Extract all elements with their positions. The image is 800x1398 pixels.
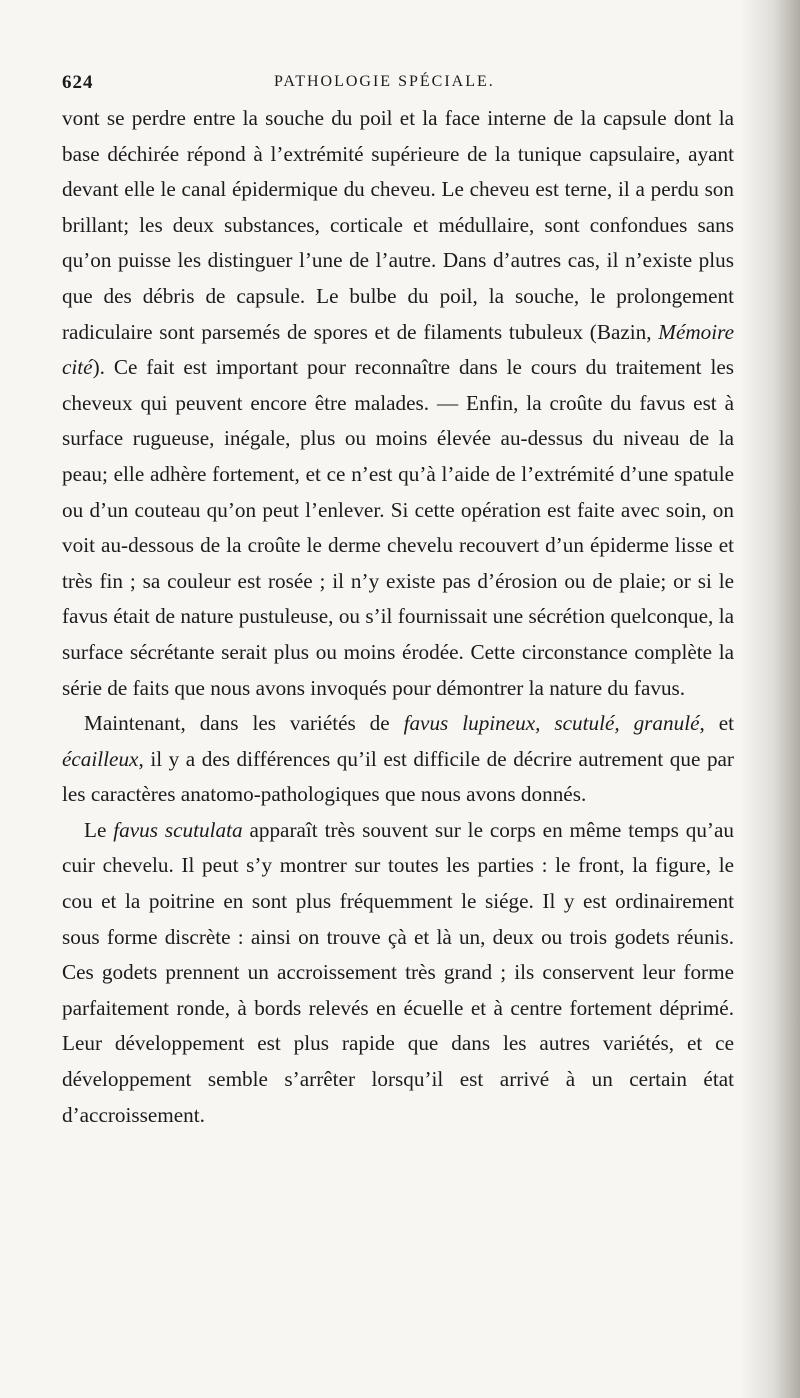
paragraph-1: [62, 101, 734, 706]
paragraph-1-italic: Mémoire cité: [62, 319, 734, 380]
paragraph-1-text-after: ). Ce fait est important pour reconnaître dans le cours du traitement les cheveux qui peuvent encore être malades. — Enfin, la croûte du favus est à surface rugueuse, inégale, plus ou moins élevée au-dessus du niveau de la peau; elle adhère fortement, et ce n’est qu’à l’aide de l’extrémité d’une spatule ou d’un couteau qu’on peut l’enlever. Si cette opération est faite avec soin, on voit au-dessous de la croûte le derme chevelu recouvert d’un épiderme lisse et très fin ; sa couleur est rosée ; il n’y existe pas d’érosion ou de plaie; or si le favus était de nature pustuleuse, ou s’il fournissait une sécrétion quelconque, la surface sécrétante serait plus ou moins érodée. Cette circonstance complète la série de faits que nous avons invoqués pour démontrer la nature du favus.: [62, 355, 734, 700]
paragraph-3: [62, 813, 734, 1133]
paragraph-1-text: vont se perdre entre la souche du poil et la face interne de la capsule dont la base déchirée répond à l’extrémité supérieure de la tunique capsulaire, ayant devant elle le canal épidermique du cheveu. Le cheveu est terne, il a perdu son brillant; les deux substances, corticale et médullaire, sont confondues sans qu’on puisse les distinguer l’une de l’autre. Dans d’autres cas, il n’existe plus que des débris de capsule. Le bulbe du poil, la souche, le prolongement radiculaire sont parsemés de spores et de filaments tubuleux (Bazin,: [62, 106, 734, 344]
body-text: [62, 101, 734, 1133]
paragraph-3-text: apparaît très souvent sur le corps en même temps qu’au cuir chevelu. Il peut s’y montrer sur toutes les parties : le front, la figure, le cou et la poitrine en sont plus fréquemment le siége. Il y est ordinairement sous forme discrète : ainsi on trouve çà et là un, deux ou trois godets réunis. Ces godets prennent un accroissement très grand ; ils conservent leur forme parfaitement ronde, à bords relevés en écuelle et à centre fortement déprimé. Leur développement est plus rapide que dans les autres variétés, et ce développement semble s’arrêter lorsqu’il est arrivé à un certain état d’accroissement.: [62, 817, 734, 1127]
binding-shadow: [740, 0, 800, 1398]
page-number: 624: [62, 72, 94, 93]
paragraph-2-text-mid: , et: [699, 711, 734, 736]
paragraph-2-text: , il y a des différences qu’il est difficile de décrire autrement que par les caractères anatomo-pathologiques que nous avons donnés.: [62, 746, 734, 807]
paragraph-2-text-before: Maintenant, dans les variétés de: [84, 711, 404, 736]
page-header: [62, 72, 722, 102]
paragraph-3-text-before: Le: [84, 817, 114, 842]
paragraph-3-italic: favus scutulata: [113, 817, 243, 842]
running-head: PATHOLOGIE SPÉCIALE.: [274, 73, 495, 90]
paragraph-2-italic-2: écailleux: [62, 746, 139, 771]
paragraph-2-italic-1: favus lupineux, scutulé, granulé: [403, 711, 700, 736]
paragraph-2: [62, 706, 734, 813]
